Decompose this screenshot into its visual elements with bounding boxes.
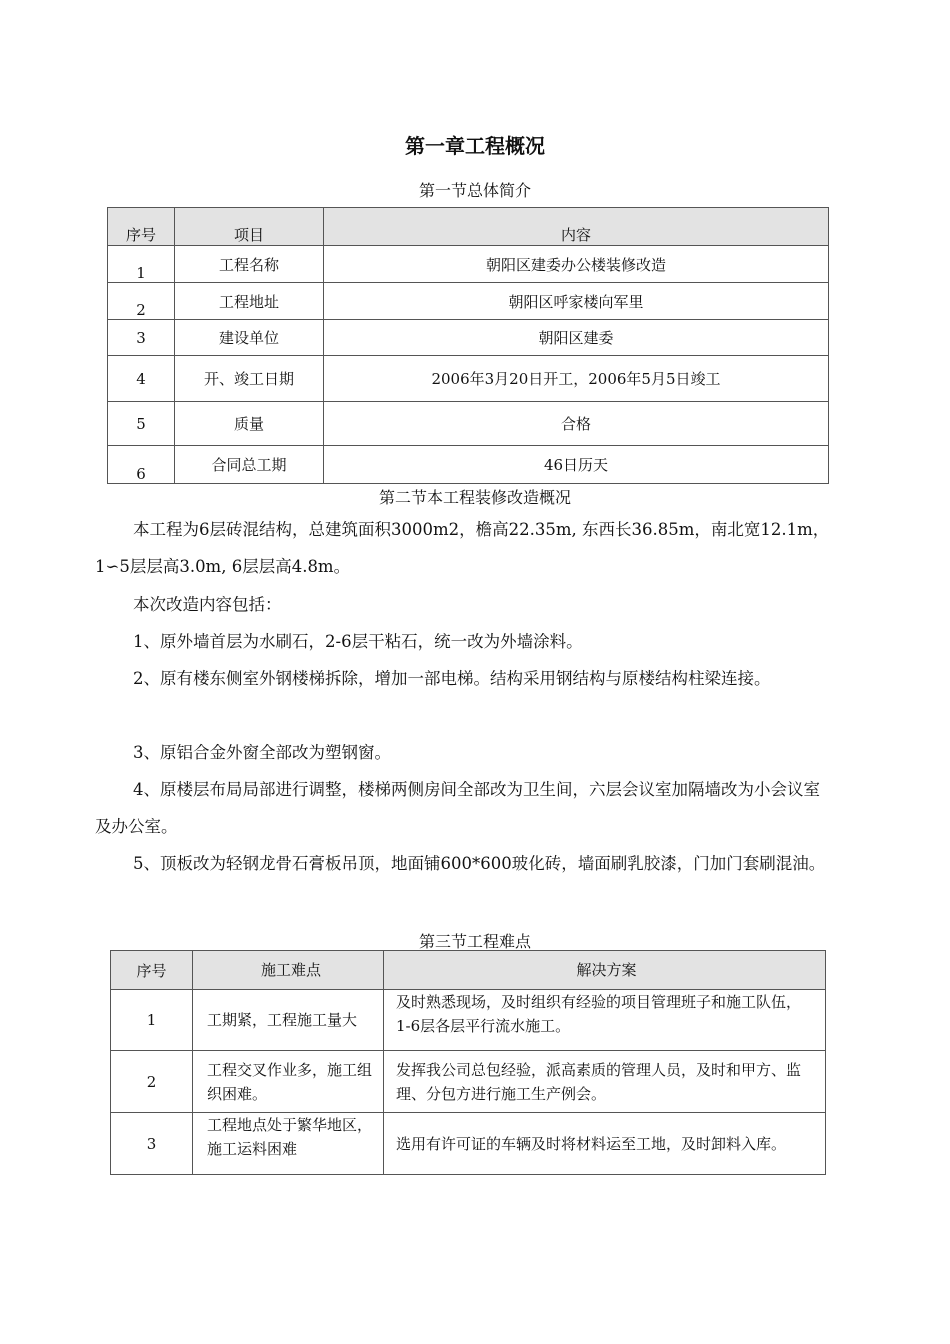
chapter-title: 第一章工程概况 bbox=[405, 134, 545, 158]
row-no: 2 bbox=[111, 1051, 193, 1113]
row-item: 建设单位 bbox=[175, 320, 324, 356]
table-row bbox=[108, 446, 829, 484]
section1-title: 第一节总体简介 bbox=[418, 181, 531, 200]
row-content: 朝阳区建委 bbox=[324, 320, 829, 356]
table-row bbox=[111, 1051, 826, 1113]
row-content: 46日历天 bbox=[324, 446, 829, 484]
paragraph-item-1: 1、原外墙首层为水刷石，2-6层干粘石，统一改为外墙涂料。 bbox=[133, 632, 583, 651]
row-item: 工程名称 bbox=[175, 246, 324, 283]
header-content: 内容 bbox=[324, 208, 829, 246]
table-row bbox=[108, 356, 829, 402]
table-row bbox=[108, 246, 829, 283]
solution-line: 及时熟悉现场，及时组织有经验的项目管理班子和施工队伍， bbox=[396, 993, 802, 1011]
table-row bbox=[108, 283, 829, 320]
paragraph-item-2: 2、原有楼东侧室外钢楼梯拆除，增加一部电梯。结构采用钢结构与原楼结构柱梁连接。 bbox=[133, 669, 771, 688]
header-solution: 解决方案 bbox=[384, 951, 826, 990]
row-solution: 发挥我公司总包经验，派高素质的管理人员，及时和甲方、监理、分包方进行施工生产例会。 bbox=[384, 1051, 826, 1113]
table-row bbox=[111, 990, 826, 1051]
table-row bbox=[108, 320, 829, 356]
solution-line: 1-6层各层平行流水施工。 bbox=[396, 1017, 571, 1035]
header-difficulty: 施工难点 bbox=[193, 951, 384, 990]
section3-title: 第三节工程难点 bbox=[418, 932, 531, 951]
row-no: 3 bbox=[111, 1113, 193, 1175]
header-no: 序号 bbox=[108, 208, 175, 246]
paragraph-scope-intro: 本次改造内容包括： bbox=[133, 595, 282, 614]
difficulties-table bbox=[110, 950, 826, 1175]
table-header-row bbox=[111, 951, 826, 990]
paragraph-structure: 本工程为6层砖混结构，总建筑面积3000m2，檐高22.35m, 东西长36.85m，南北宽12.1m，1∽5层层高3.0m, 6层层高4.8m。 bbox=[95, 520, 830, 576]
row-no: 5 bbox=[108, 402, 175, 446]
section2-title: 第二节本工程装修改造概况 bbox=[378, 488, 571, 507]
row-difficulty: 工程交叉作业多，施工组织困难。 bbox=[193, 1051, 384, 1113]
row-solution bbox=[384, 990, 826, 1051]
header-item: 项目 bbox=[175, 208, 324, 246]
paragraph-item-5: 5、顶板改为轻钢龙骨石膏板吊顶，地面铺600*600玻化砖，墙面刷乳胶漆，门加门套刷混油。 bbox=[133, 854, 826, 873]
difficulty-text: 工程地点处于繁华地区，施工运料困难 bbox=[207, 1116, 373, 1158]
row-item: 质量 bbox=[175, 402, 324, 446]
row-content: 合格 bbox=[324, 402, 829, 446]
row-no: 1 bbox=[108, 246, 175, 283]
row-no: 6 bbox=[108, 446, 175, 484]
row-content: 朝阳区呼家楼向军里 bbox=[324, 283, 829, 320]
row-no: 1 bbox=[111, 990, 193, 1051]
paragraph-item-4: 4、原楼层布局局部进行调整，楼梯两侧房间全部改为卫生间，六层会议室加隔墙改为小会议室及办公室。 bbox=[95, 780, 820, 836]
row-difficulty bbox=[193, 1113, 384, 1175]
row-difficulty: 工期紧，工程施工量大 bbox=[193, 990, 384, 1051]
row-item: 工程地址 bbox=[175, 283, 324, 320]
row-content: 朝阳区建委办公楼装修改造 bbox=[324, 246, 829, 283]
table-row bbox=[111, 1113, 826, 1175]
header-no: 序号 bbox=[111, 951, 193, 990]
row-no: 4 bbox=[108, 356, 175, 402]
paragraph-item-3: 3、原铝合金外窗全部改为塑钢窗。 bbox=[133, 743, 391, 762]
row-no: 3 bbox=[108, 320, 175, 356]
row-content: 2006年3月20日开工，2006年5月5日竣工 bbox=[324, 356, 829, 402]
row-solution: 选用有许可证的车辆及时将材料运至工地，及时卸料入库。 bbox=[384, 1113, 826, 1175]
table-row bbox=[108, 402, 829, 446]
overview-table bbox=[107, 207, 829, 484]
row-no: 2 bbox=[108, 283, 175, 320]
row-item: 合同总工期 bbox=[175, 446, 324, 484]
row-item: 开、竣工日期 bbox=[175, 356, 324, 402]
table-header-row bbox=[108, 208, 829, 246]
